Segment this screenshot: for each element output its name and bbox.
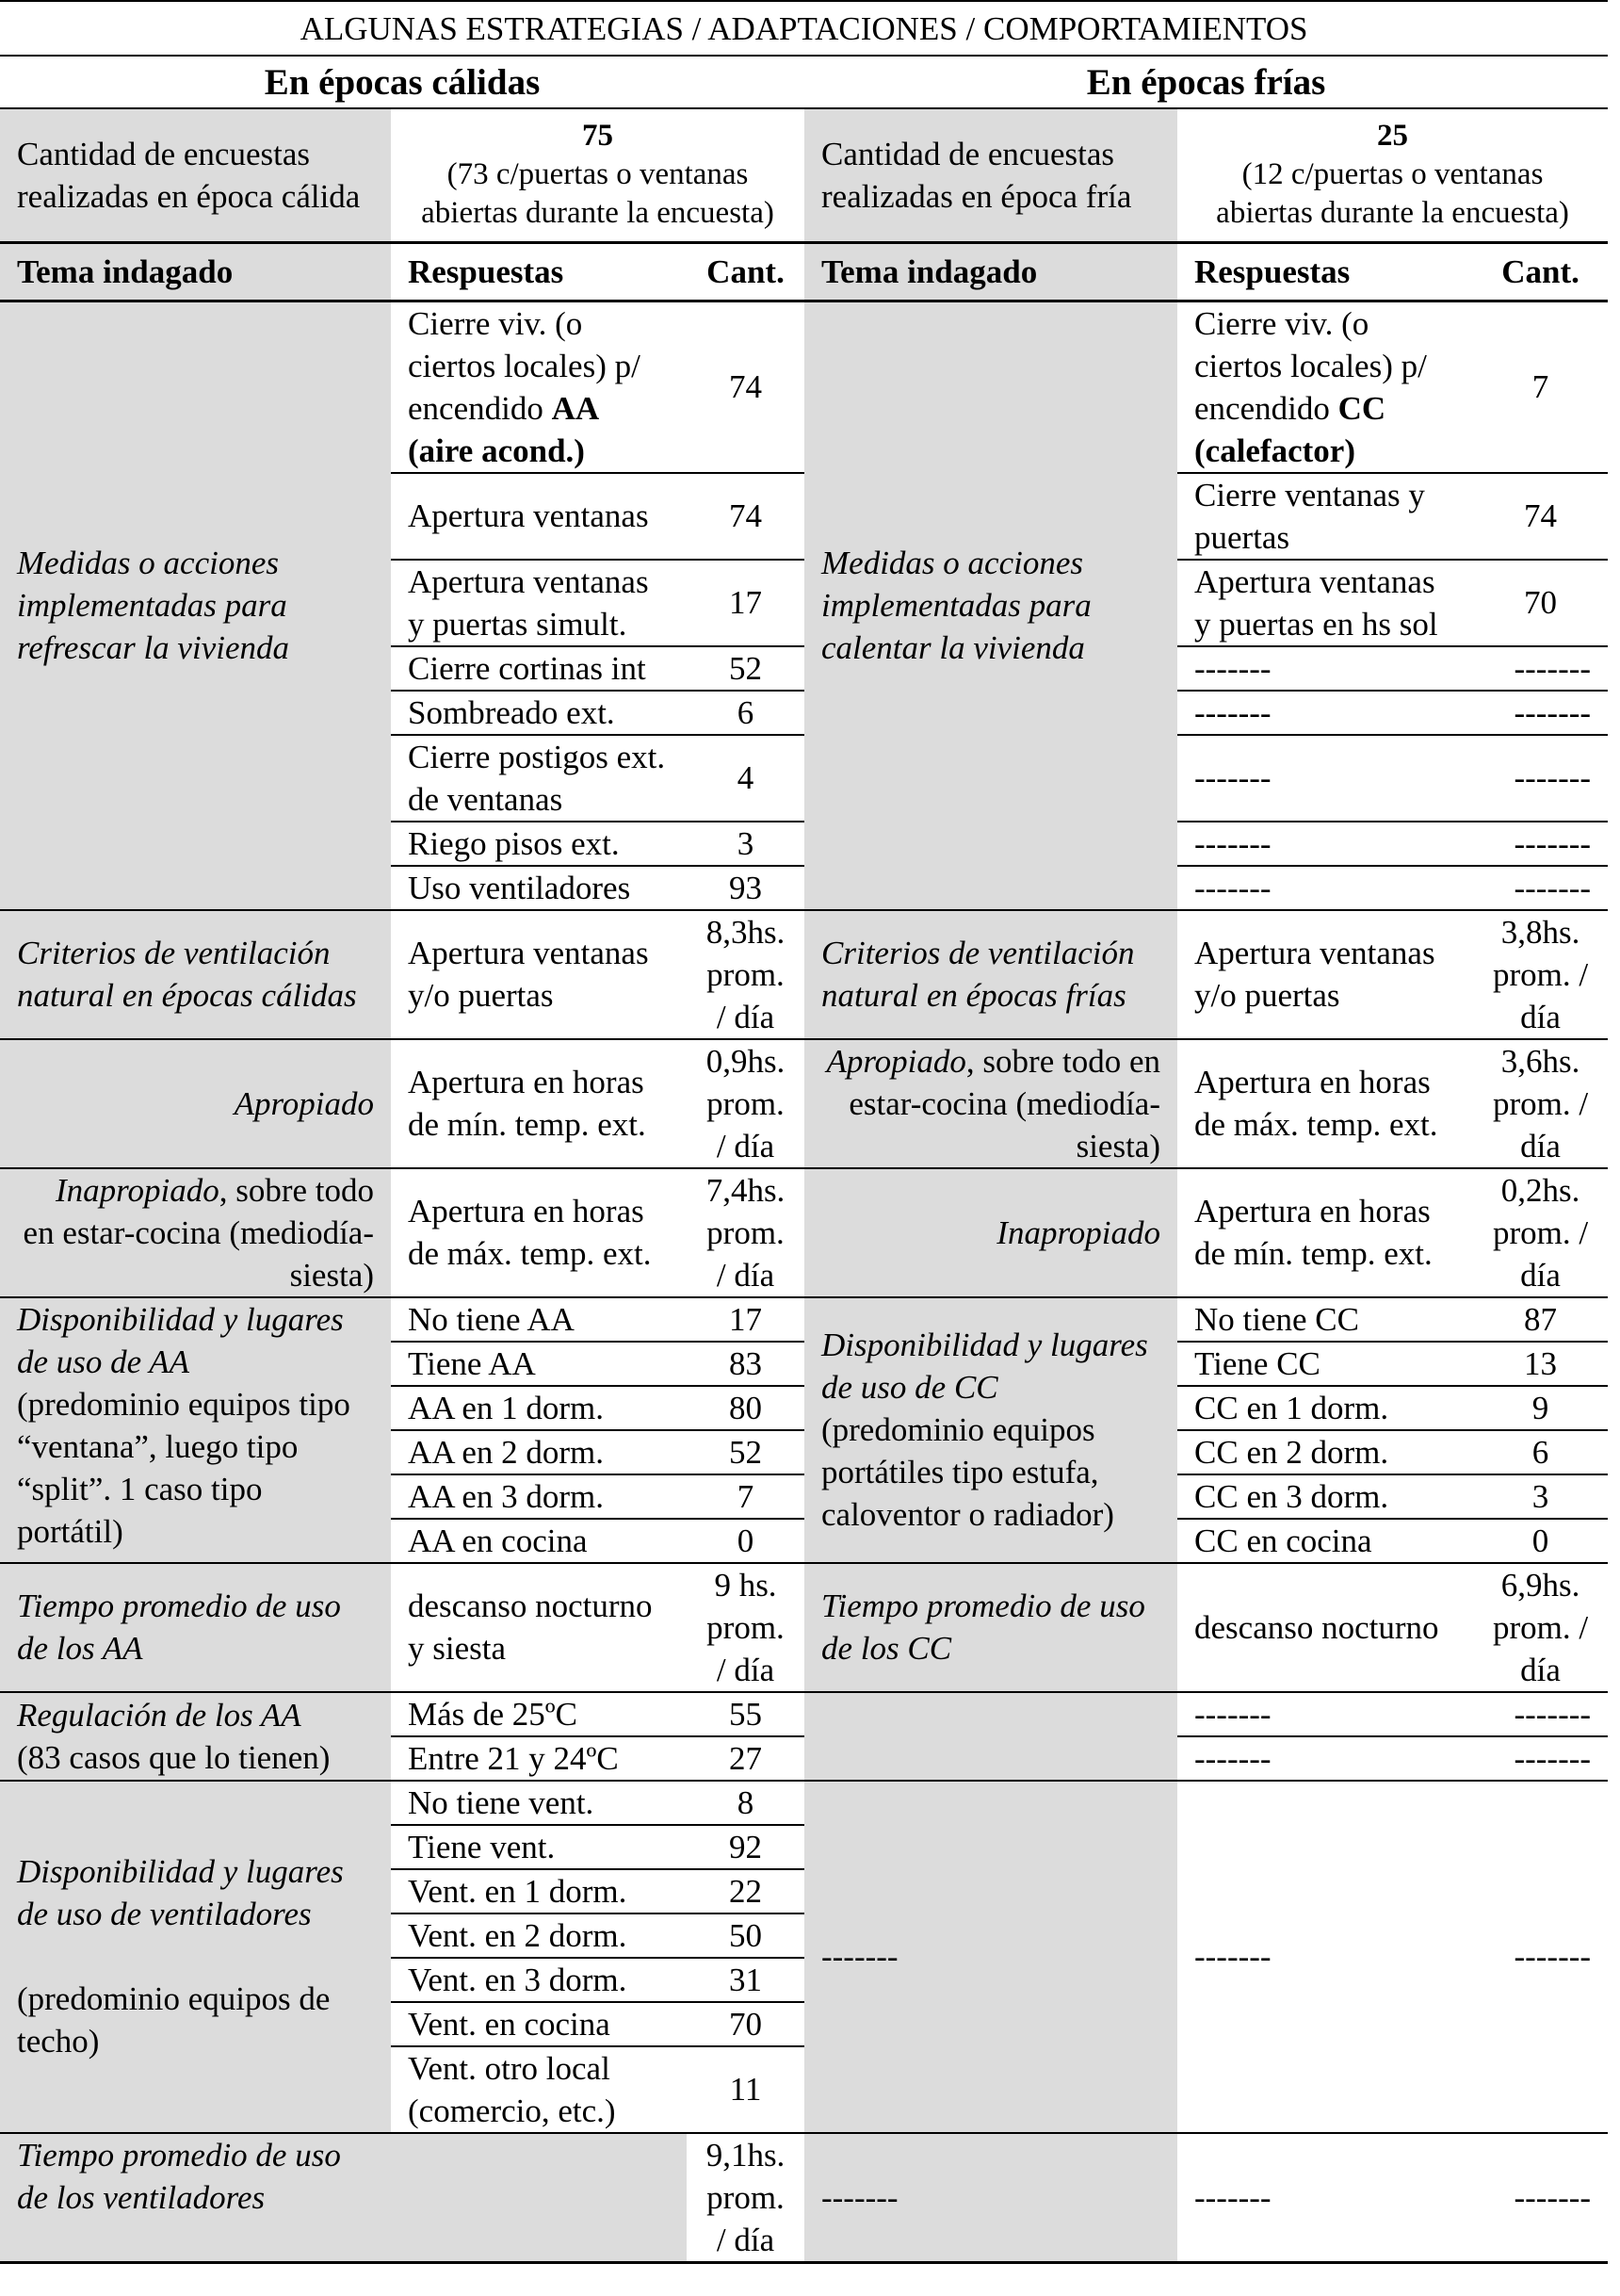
tiempo-vent-cold-topic-empty: ------- bbox=[804, 2133, 1177, 2261]
table-row: Entre 21 y 24ºC bbox=[391, 1736, 687, 1781]
tiempo-cc-cant: 6,9hs. prom. / día bbox=[1473, 1563, 1608, 1692]
warm-col-respuestas: Respuestas bbox=[391, 242, 687, 301]
table-row-cant: 80 bbox=[687, 1386, 804, 1430]
list-item-cant-empty: ------- bbox=[1473, 646, 1608, 691]
list-item: Cierre viv. (o ciertos locales) p/ encendido CC (calefactor) bbox=[1177, 301, 1473, 473]
list-item: Apertura ventanas y puertas en hs sol bbox=[1177, 560, 1473, 646]
inapropiado-cold-resp: Apertura en horas de mín. temp. ext. bbox=[1177, 1168, 1473, 1297]
criterios-cold-resp: Apertura ventanas y/o puertas bbox=[1177, 910, 1473, 1039]
criterios-warm-topic: Criterios de ventilación natural en épocas cálidas bbox=[0, 910, 391, 1039]
table-bottom-rule bbox=[0, 2261, 1608, 2264]
table-row-cant: 13 bbox=[1473, 1342, 1608, 1386]
table-row: No tiene AA bbox=[391, 1297, 687, 1342]
inapropiado-cold-cant: 0,2hs. prom. / día bbox=[1473, 1168, 1608, 1297]
list-item: Cierre ventanas y puertas bbox=[1177, 473, 1473, 560]
tiempo-vent-cant: 9,1hs. prom. / día bbox=[687, 2133, 804, 2261]
disponibilidad-warm-topic: Disponibilidad y lugares de uso de AA (predominio equipos tipo “ventana”, luego tipo “split”. 1 caso tipo portátil) bbox=[0, 1297, 391, 1563]
table-row-cant: 17 bbox=[687, 1297, 804, 1342]
table-row: Vent. en cocina bbox=[391, 2002, 687, 2046]
disponibilidad-cold-topic: Disponibilidad y lugares de uso de CC (predominio equipos portátiles tipo estufa, caloventor o radiador) bbox=[804, 1297, 1177, 1563]
apropiado-cold-topic: Apropiado, sobre todo en estar-cocina (mediodía-siesta) bbox=[804, 1039, 1177, 1168]
list-item-empty: ------- bbox=[1177, 822, 1473, 866]
list-item-cant-empty: ------- bbox=[1473, 735, 1608, 822]
table-row: Vent. en 3 dorm. bbox=[391, 1958, 687, 2002]
table-row: Vent. en 2 dorm. bbox=[391, 1913, 687, 1958]
warm-col-tema: Tema indagado bbox=[0, 242, 391, 301]
warm-count-value: 75 bbox=[582, 119, 613, 154]
table-row: CC en 2 dorm. bbox=[1177, 1430, 1473, 1474]
table-row: AA en 3 dorm. bbox=[391, 1474, 687, 1519]
warm-count-cell bbox=[391, 108, 804, 242]
apropiado-warm-resp: Apertura en horas de mín. temp. ext. bbox=[391, 1039, 687, 1168]
list-item: Apertura ventanas y puertas simult. bbox=[391, 560, 687, 646]
warm-col-cant: Cant. bbox=[687, 242, 804, 301]
table-row-cant: 11 bbox=[687, 2046, 804, 2133]
tiempo-aa-cant: 9 hs. prom. / día bbox=[687, 1563, 804, 1692]
cold-col-tema: Tema indagado bbox=[804, 242, 1177, 301]
cold-season-heading: En épocas frías bbox=[804, 56, 1608, 108]
table-row-cant: 0 bbox=[687, 1519, 804, 1563]
table-row-cant: 9 bbox=[1473, 1386, 1608, 1430]
table-row-cant: 27 bbox=[687, 1736, 804, 1781]
table-row-empty: ------- bbox=[1177, 1692, 1473, 1736]
ventiladores-cold-cant-empty: ------- bbox=[1473, 1781, 1608, 2133]
table-row: Tiene CC bbox=[1177, 1342, 1473, 1386]
tiempo-vent-topic: Tiempo promedio de uso de los ventiladores bbox=[0, 2133, 391, 2261]
cold-count-cell bbox=[1177, 108, 1608, 242]
table-row-cant-empty: ------- bbox=[1473, 1692, 1608, 1736]
cold-count-note: (12 c/puertas o ventanas abiertas durante la encuesta) bbox=[1216, 157, 1569, 231]
tiempo-cc-resp: descanso nocturno bbox=[1177, 1563, 1473, 1692]
medidas-warm-topic: Medidas o acciones implementadas para refrescar la vivienda bbox=[0, 301, 391, 910]
tiempo-cc-topic: Tiempo promedio de uso de los CC bbox=[804, 1563, 1177, 1692]
list-item: Sombreado ext. bbox=[391, 691, 687, 735]
tiempo-vent-cold-cant-empty: ------- bbox=[1473, 2133, 1608, 2261]
list-item: Cierre viv. (o ciertos locales) p/ encendido AA (aire acond.) bbox=[391, 301, 687, 473]
list-item-cant: 6 bbox=[687, 691, 804, 735]
regulacion-topic: Regulación de los AA (83 casos que lo tienen) bbox=[0, 1692, 391, 1781]
table-row-cant: 6 bbox=[1473, 1430, 1608, 1474]
table-row-cant: 31 bbox=[687, 1958, 804, 2002]
list-item: Apertura ventanas bbox=[391, 473, 687, 560]
list-item-empty: ------- bbox=[1177, 691, 1473, 735]
list-item-cant: 4 bbox=[687, 735, 804, 822]
apropiado-cold-resp: Apertura en horas de máx. temp. ext. bbox=[1177, 1039, 1473, 1168]
list-item-cant: 70 bbox=[1473, 560, 1608, 646]
list-item-cant-empty: ------- bbox=[1473, 866, 1608, 910]
table-row: Vent. en 1 dorm. bbox=[391, 1869, 687, 1913]
table-row: CC en cocina bbox=[1177, 1519, 1473, 1563]
list-item-cant: 93 bbox=[687, 866, 804, 910]
table-row: Más de 25ºC bbox=[391, 1692, 687, 1736]
table-row: CC en 3 dorm. bbox=[1177, 1474, 1473, 1519]
table-row: CC en 1 dorm. bbox=[1177, 1386, 1473, 1430]
table-row-empty: ------- bbox=[1177, 1736, 1473, 1781]
cold-col-cant: Cant. bbox=[1473, 242, 1608, 301]
table-row-cant: 3 bbox=[1473, 1474, 1608, 1519]
list-item-cant: 52 bbox=[687, 646, 804, 691]
list-item-cant: 74 bbox=[687, 301, 804, 473]
list-item-cant: 74 bbox=[687, 473, 804, 560]
list-item: Cierre postigos ext. de ventanas bbox=[391, 735, 687, 822]
table-row: No tiene vent. bbox=[391, 1781, 687, 1825]
list-item-cant: 74 bbox=[1473, 473, 1608, 560]
tiempo-vent-cold-resp-empty: ------- bbox=[1177, 2133, 1473, 2261]
list-item: Riego pisos ext. bbox=[391, 822, 687, 866]
tiempo-aa-topic: Tiempo promedio de uso de los AA bbox=[0, 1563, 391, 1692]
inapropiado-warm-topic: Inapropiado, sobre todo en estar-cocina (mediodía-siesta) bbox=[0, 1168, 391, 1297]
table-row: No tiene CC bbox=[1177, 1297, 1473, 1342]
table-row-cant: 7 bbox=[687, 1474, 804, 1519]
table-row: AA en cocina bbox=[391, 1519, 687, 1563]
criterios-warm-resp: Apertura ventanas y/o puertas bbox=[391, 910, 687, 1039]
list-item-empty: ------- bbox=[1177, 866, 1473, 910]
list-item-cant: 3 bbox=[687, 822, 804, 866]
list-item-cant: 17 bbox=[687, 560, 804, 646]
tiempo-vent-resp bbox=[391, 2133, 687, 2261]
table-row-cant: 70 bbox=[687, 2002, 804, 2046]
ventiladores-cold-topic-empty: ------- bbox=[804, 1781, 1177, 2133]
criterios-cold-topic: Criterios de ventilación natural en épocas frías bbox=[804, 910, 1177, 1039]
criterios-warm-cant: 8,3hs. prom. / día bbox=[687, 910, 804, 1039]
tiempo-aa-resp: descanso nocturno y siesta bbox=[391, 1563, 687, 1692]
table-row-cant: 83 bbox=[687, 1342, 804, 1386]
table-row-cant: 0 bbox=[1473, 1519, 1608, 1563]
cold-col-respuestas: Respuestas bbox=[1177, 242, 1473, 301]
table-row: Vent. otro local (comercio, etc.) bbox=[391, 2046, 687, 2133]
criterios-cold-cant: 3,8hs. prom. / día bbox=[1473, 910, 1608, 1039]
apropiado-cold-cant: 3,6hs. prom. / día bbox=[1473, 1039, 1608, 1168]
list-item-cant-empty: ------- bbox=[1473, 822, 1608, 866]
list-item-cant-empty: ------- bbox=[1473, 691, 1608, 735]
inapropiado-warm-cant: 7,4hs. prom. / día bbox=[687, 1168, 804, 1297]
inapropiado-warm-resp: Apertura en horas de máx. temp. ext. bbox=[391, 1168, 687, 1297]
apropiado-warm-cant: 0,9hs. prom. / día bbox=[687, 1039, 804, 1168]
ventiladores-topic: Disponibilidad y lugares de uso de ventiladores (predominio equipos de techo) bbox=[0, 1781, 391, 2133]
cold-count-label: Cantidad de encuestas realizadas en época fría bbox=[804, 108, 1177, 242]
table-title: ALGUNAS ESTRATEGIAS / ADAPTACIONES / COMPORTAMIENTOS bbox=[0, 1, 1608, 56]
list-item-empty: ------- bbox=[1177, 735, 1473, 822]
cold-count-value: 25 bbox=[1377, 119, 1409, 154]
list-item: Uso ventiladores bbox=[391, 866, 687, 910]
list-item: Cierre cortinas int bbox=[391, 646, 687, 691]
list-item-empty: ------- bbox=[1177, 646, 1473, 691]
table-row: Tiene AA bbox=[391, 1342, 687, 1386]
table-row: AA en 1 dorm. bbox=[391, 1386, 687, 1430]
table-row: Tiene vent. bbox=[391, 1825, 687, 1869]
medidas-cold-topic: Medidas o acciones implementadas para calentar la vivienda bbox=[804, 301, 1177, 910]
table-row-cant: 8 bbox=[687, 1781, 804, 1825]
warm-season-heading: En épocas cálidas bbox=[0, 56, 804, 108]
table-row-cant: 87 bbox=[1473, 1297, 1608, 1342]
table-row-cant: 22 bbox=[687, 1869, 804, 1913]
ventiladores-cold-resp-empty: ------- bbox=[1177, 1781, 1473, 2133]
table-row-cant: 92 bbox=[687, 1825, 804, 1869]
table-row-cant: 55 bbox=[687, 1692, 804, 1736]
table-row: AA en 2 dorm. bbox=[391, 1430, 687, 1474]
warm-count-label: Cantidad de encuestas realizadas en época cálida bbox=[0, 108, 391, 242]
table-row-cant: 52 bbox=[687, 1430, 804, 1474]
apropiado-warm-topic: Apropiado bbox=[0, 1039, 391, 1168]
regulacion-cold-empty bbox=[804, 1692, 1177, 1781]
inapropiado-cold-topic: Inapropiado bbox=[804, 1168, 1177, 1297]
warm-count-note: (73 c/puertas o ventanas abiertas durante la encuesta) bbox=[421, 157, 774, 231]
table-row-cant: 50 bbox=[687, 1913, 804, 1958]
table-row-cant-empty: ------- bbox=[1473, 1736, 1608, 1781]
list-item-cant: 7 bbox=[1473, 301, 1608, 473]
